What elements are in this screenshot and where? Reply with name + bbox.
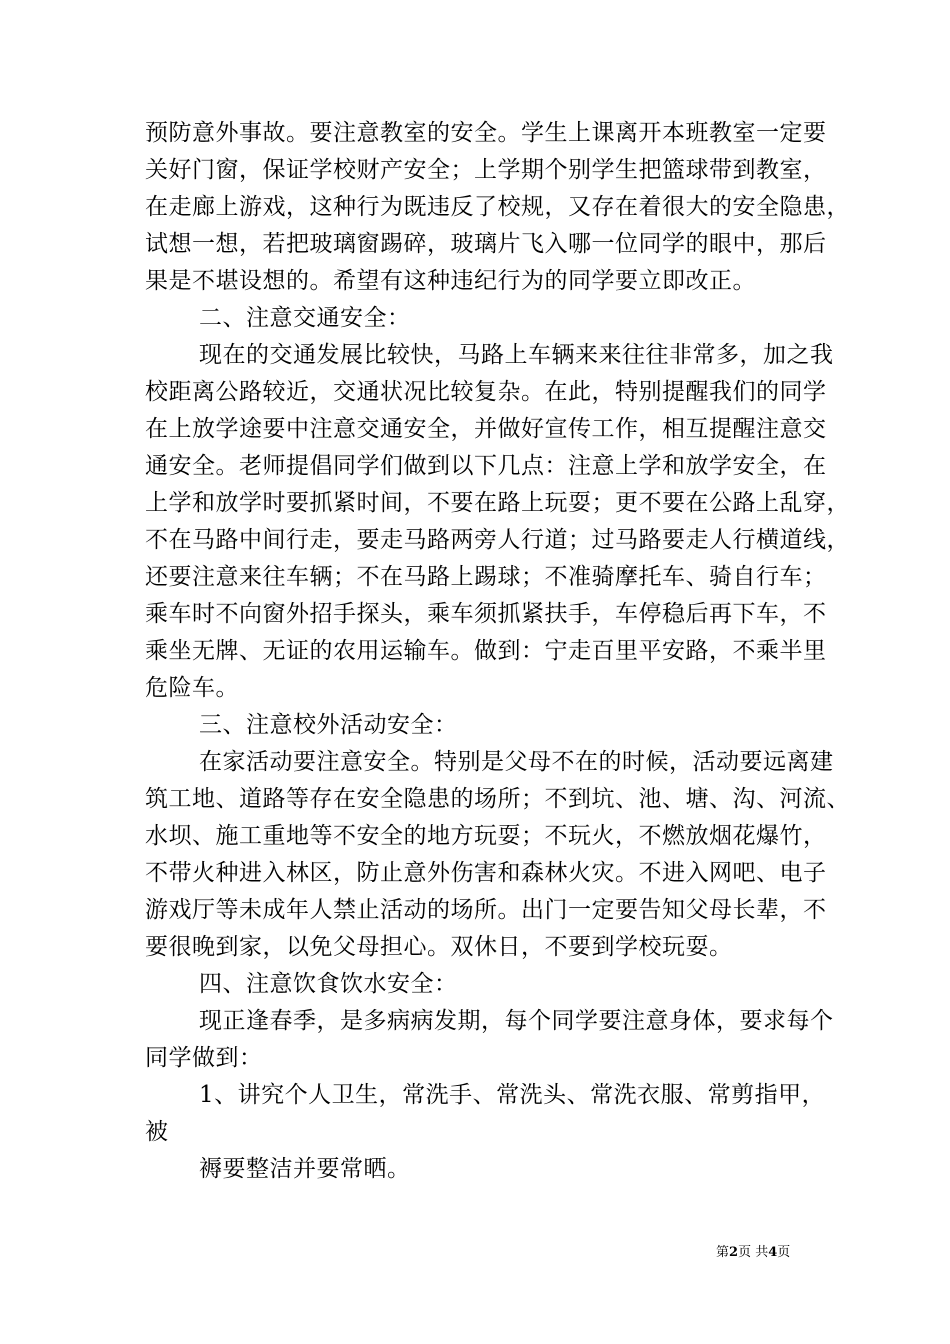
body-line: 乘坐无牌、无证的农用运输车。做到：宁走百里平安路，不乘半里 — [145, 638, 827, 664]
section-heading: 三、注意校外活动安全： — [199, 712, 458, 738]
body-line: 乘车时不向窗外招手探头，乘车须抓紧扶手，车停稳后再下车，不 — [145, 601, 827, 627]
body-line: 果是不堪设想的。希望有这种违纪行为的同学要立即改正。 — [145, 268, 756, 294]
body-line: 在家活动要注意安全。特别是父母不在的时候，活动要远离建 — [199, 749, 834, 775]
body-line: 不在马路中间行走，要走马路两旁人行道；过马路要走人行横道线， — [145, 527, 850, 553]
footer-suffix: 页 — [777, 1245, 791, 1260]
footer-prefix: 第 — [716, 1245, 730, 1260]
body-line: 在走廊上游戏，这种行为既违反了校规，又存在着很大的安全隐患， — [145, 194, 850, 220]
total-page-number: 4 — [768, 1245, 778, 1260]
body-line: 不带火种进入林区，防止意外伤害和森林火灾。不进入网吧、电子 — [145, 860, 827, 886]
body-line: 关好门窗，保证学校财产安全；上学期个别学生把篮球带到教室， — [145, 157, 827, 183]
section-heading: 二、注意交通安全： — [199, 305, 411, 331]
body-line: 校距离公路较近，交通状况比较复杂。在此，特别提醒我们的同学 — [145, 379, 827, 405]
body-line: 要很晚到家，以免父母担心。双休日，不要到学校玩耍。 — [145, 934, 733, 960]
body-line: 筑工地、道路等存在安全隐患的场所；不到坑、池、塘、沟、河流、 — [145, 786, 850, 812]
body-line: 在上放学途要中注意交通安全，并做好宣传工作，相互提醒注意交 — [145, 416, 827, 442]
body-line: 通安全。老师提倡同学们做到以下几点：注意上学和放学安全，在 — [145, 453, 827, 479]
body-line: 还要注意来往车辆；不在马路上踢球；不准骑摩托车、骑自行车； — [145, 564, 827, 590]
body-line: 被 — [145, 1119, 169, 1145]
footer-middle: 页 共 — [738, 1245, 769, 1260]
section-heading: 四、注意饮食饮水安全： — [199, 971, 458, 997]
page-footer — [716, 1244, 790, 1262]
body-line: 试想一想，若把玻璃窗踢碎，玻璃片飞入哪一位同学的眼中，那后 — [145, 231, 827, 257]
body-line: 现在的交通发展比较快，马路上车辆来来往往非常多，加之我 — [199, 342, 834, 368]
body-line: 预防意外事故。要注意教室的安全。学生上课离开本班教室一定要 — [145, 120, 827, 146]
body-line: 现正逢春季，是多病病发期，每个同学要注意身体，要求每个 — [199, 1008, 834, 1034]
body-line: 上学和放学时要抓紧时间，不要在路上玩耍；更不要在公路上乱穿， — [145, 490, 850, 516]
body-line: 褥要整洁并要常晒。 — [199, 1156, 411, 1182]
current-page-number: 2 — [729, 1245, 739, 1260]
body-line: 同学做到： — [145, 1045, 263, 1071]
body-line: 水坝、施工重地等不安全的地方玩耍；不玩火，不燃放烟花爆竹， — [145, 823, 827, 849]
list-item: 1、讲究个人卫生，常洗手、常洗头、常洗衣服、常剪指甲， — [199, 1082, 826, 1108]
body-line: 游戏厅等未成年人禁止活动的场所。出门一定要告知父母长辈，不 — [145, 897, 827, 923]
body-line: 危险车。 — [145, 675, 239, 701]
